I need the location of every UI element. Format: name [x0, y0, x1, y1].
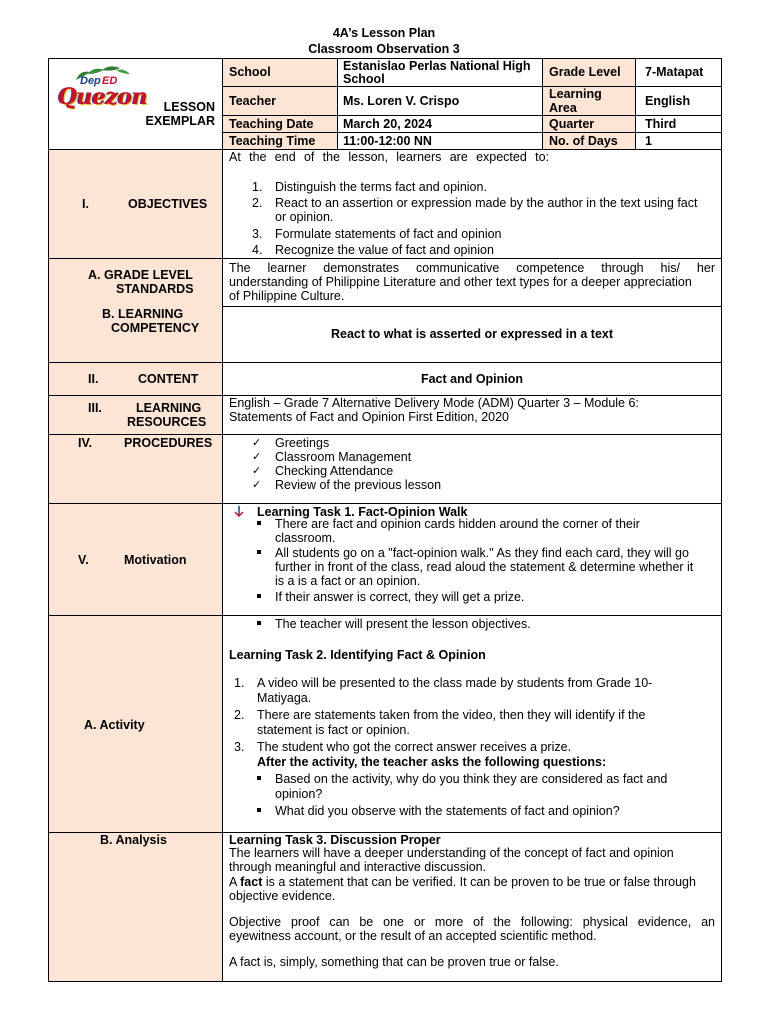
motivation-line: There are fact and opinion cards hidden around the corner of their [275, 517, 640, 531]
competency-label-line2: COMPETENCY [111, 321, 200, 335]
activity-item-number: 3. [234, 740, 245, 754]
teaching-time-value: 11:00-12:00 NN [343, 134, 432, 148]
motivation-task-title: Learning Task 1. Fact-Opinion Walk [257, 505, 468, 519]
motivation-number: V. [78, 553, 89, 567]
resources-label-line1: LEARNING [136, 401, 202, 415]
motivation-line: classroom. [275, 531, 336, 545]
analysis-paragraph-line: A fact is, simply, something that can be proven true or false. [229, 955, 559, 969]
analysis-paragraph-line: through meaningful and interactive discussion. [229, 860, 487, 874]
objective-item: Recognize the value of fact and opinion [275, 243, 494, 257]
objective-item: React to an assertion or expression made by the author in the text using fact [275, 196, 698, 210]
resources-number: III. [88, 401, 102, 415]
row-divider [48, 503, 722, 504]
fact-definition-text: is a statement that can be verified. It can be proven to be true or false through [262, 875, 696, 889]
teaching-date-label: Teaching Date [229, 117, 314, 131]
arrow-bullet-icon [233, 505, 245, 517]
info-grid-line [222, 132, 722, 133]
standards-line: of Philippine Culture. [229, 289, 345, 303]
activity-item: There are statements taken from the video, then they will identify if the [257, 708, 646, 722]
procedures-label: PROCEDURES [124, 436, 213, 450]
analysis-paragraph-line: Objective proof can be one or more of the following: physical evidence, an [229, 915, 715, 929]
info-grid-line [222, 115, 722, 116]
motivation-line: All students go on a "fact-opinion walk." As they find each card, they will go [275, 546, 689, 560]
exemplar-label: EXEMPLAR [145, 114, 215, 128]
logo-quezon-text: Quezon [58, 84, 148, 110]
activity-task-title: Learning Task 2. Identifying Fact & Opinion [229, 648, 486, 662]
checkmark-icon: ✓ [252, 451, 262, 463]
square-bullet-icon [257, 550, 261, 554]
objectives-intro: At the end of the lesson, learners are expected to: [229, 150, 549, 164]
learning-area-label-line2: Area [549, 101, 577, 115]
activity-question: What did you observe with the statements of fact and opinion? [275, 804, 620, 818]
content-number: II. [88, 372, 99, 386]
lesson-label: LESSON [163, 100, 215, 114]
activity-bullet-top: The teacher will present the lesson objectives. [275, 617, 531, 631]
info-grid-line [222, 86, 722, 87]
row-divider [222, 306, 722, 307]
quarter-value: Third [645, 117, 677, 131]
row-divider [48, 258, 722, 259]
analysis-paragraph-line: The learners will have a deeper understanding of the concept of fact and opinion [229, 846, 674, 860]
analysis-paragraph-line: objective evidence. [229, 889, 336, 903]
activity-question: Based on the activity, why do you think they are considered as fact and [275, 772, 668, 786]
activity-item-number: 2. [234, 708, 245, 722]
checkmark-icon: ✓ [252, 479, 262, 491]
motivation-line: further in front of the class, read aloud the statement & determine whether it [275, 560, 694, 574]
resources-line: Statements of Fact and Opinion First Edition, 2020 [229, 410, 510, 424]
objective-number: 4. [252, 243, 263, 257]
teaching-time-label: Teaching Time [229, 134, 316, 148]
resources-line: English – Grade 7 Alternative Delivery Mode (ADM) Quarter 3 – Module 6: [229, 396, 639, 410]
procedure-item: Greetings [275, 436, 330, 450]
checkmark-icon: ✓ [252, 437, 262, 449]
objective-item: Distinguish the terms fact and opinion. [275, 180, 487, 194]
objectives-label: OBJECTIVES [128, 197, 208, 211]
row-divider [48, 362, 722, 363]
row-divider [48, 615, 722, 616]
no-of-days-label: No. of Days [549, 134, 618, 148]
square-bullet-icon [257, 594, 261, 598]
competency-label-line1: B. LEARNING [102, 307, 184, 321]
teacher-value: Ms. Loren V. Crispo [343, 94, 460, 108]
table-border-left [48, 58, 49, 982]
resources-label-line2: RESOURCES [127, 415, 207, 429]
learning-area-value: English [645, 94, 691, 108]
square-bullet-icon [257, 521, 261, 525]
table-border-right [721, 58, 722, 982]
info-grid-line [635, 58, 636, 150]
info-grid-line [337, 58, 338, 150]
analysis-fact-definition [229, 875, 696, 889]
motivation-line: is a is a fact or an opinion. [275, 574, 421, 588]
content-text: Fact and Opinion [420, 372, 524, 386]
activity-after-text: After the activity, the teacher asks the following questions: [257, 755, 607, 769]
procedure-item: Checking Attendance [275, 464, 394, 478]
row-divider [48, 434, 722, 435]
procedure-item: Review of the previous lesson [275, 478, 442, 492]
analysis-paragraph-line: eyewitness account, or the result of an accepted scientific method. [229, 929, 597, 943]
activity-item: Matiyaga. [257, 691, 312, 705]
quarter-label: Quarter [549, 117, 595, 131]
objective-number: 3. [252, 227, 263, 241]
table-border-bottom [48, 981, 722, 982]
checkmark-icon: ✓ [252, 465, 262, 477]
document-subtitle: Classroom Observation 3 [308, 42, 460, 56]
objectives-number: I. [82, 197, 89, 211]
motivation-line: If their answer is correct, they will get a prize. [275, 590, 525, 604]
motivation-label: Motivation [124, 553, 187, 567]
competency-text: React to what is asserted or expressed in a text [330, 327, 614, 341]
objective-number: 2. [252, 196, 263, 210]
content-label: CONTENT [138, 372, 199, 386]
analysis-label: B. Analysis [100, 833, 167, 847]
learning-area-label-line1: Learning [549, 87, 602, 101]
activity-question: opinion? [275, 787, 323, 801]
logo-dep-text: Dep [80, 75, 101, 87]
teaching-date-value: March 20, 2024 [343, 117, 432, 131]
standards-line: The learner demonstrates communicative competence through his/ her [229, 261, 715, 275]
quezon-deped-logo [58, 64, 148, 114]
objective-number: 1. [252, 180, 263, 194]
info-grid-line [542, 58, 543, 150]
analysis-task-title: Learning Task 3. Discussion Proper [229, 833, 441, 847]
document-title: 4A’s Lesson Plan [332, 26, 436, 40]
activity-item: A video will be presented to the class made by students from Grade 10- [257, 676, 653, 690]
square-bullet-icon [257, 621, 261, 625]
activity-item: statement is fact or opinion. [257, 723, 410, 737]
grade-level-label: Grade Level [549, 65, 621, 79]
objective-item: Formulate statements of fact and opinion [275, 227, 502, 241]
procedure-item: Classroom Management [275, 450, 412, 464]
square-bullet-icon [257, 808, 261, 812]
school-label: School [229, 65, 271, 79]
logo-ed-text: ED [102, 75, 118, 87]
objective-item: or opinion. [275, 210, 334, 224]
school-value-line1: Estanislao Perlas National High [343, 59, 531, 73]
square-bullet-icon [257, 776, 261, 780]
standards-label-line2: STANDARDS [116, 282, 194, 296]
standards-label-line1: A. GRADE LEVEL [88, 268, 193, 282]
grade-level-value: 7-Matapat [645, 65, 704, 79]
fact-term: fact [240, 875, 263, 889]
no-of-days-value: 1 [645, 134, 652, 148]
standards-line: understanding of Philippine Literature and other text types for a deeper appreciation [229, 275, 692, 289]
table-column-divider [222, 58, 223, 982]
school-value-line2: School [343, 72, 385, 86]
activity-item-number: 1. [234, 676, 245, 690]
teacher-label: Teacher [229, 94, 277, 108]
activity-label: A. Activity [84, 718, 145, 732]
procedures-number: IV. [78, 436, 93, 450]
fact-prefix: A [229, 875, 241, 889]
activity-item: The student who got the correct answer receives a prize. [257, 740, 572, 754]
